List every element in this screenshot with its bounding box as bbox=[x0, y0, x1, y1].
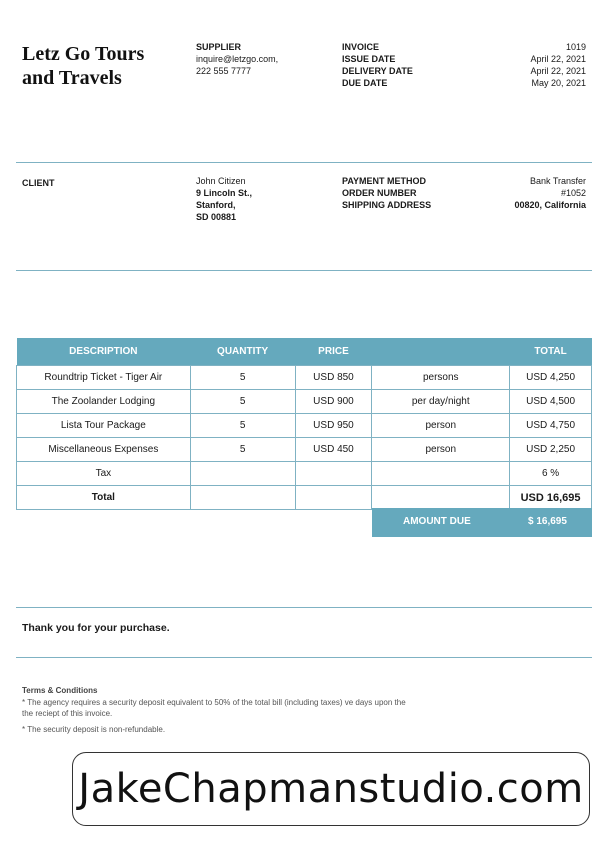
payment-values bbox=[460, 175, 586, 211]
client-city: Stanford, bbox=[196, 200, 236, 210]
shipping-address: 00820, California bbox=[514, 200, 586, 210]
invoice-label: INVOICE bbox=[342, 42, 380, 52]
supplier-email: inquire@letzgo.com, bbox=[196, 54, 279, 64]
terms-block bbox=[22, 685, 406, 735]
invoice-labels bbox=[342, 41, 413, 89]
total-value: USD 16,695 bbox=[510, 486, 592, 510]
supplier-block bbox=[196, 41, 278, 77]
tax-row bbox=[17, 462, 592, 486]
terms-line-2: * The security deposit is non-refundable. bbox=[22, 724, 166, 734]
row-unit: person bbox=[372, 438, 510, 462]
divider-thanks-top bbox=[16, 607, 592, 608]
tax-label: Tax bbox=[17, 462, 191, 486]
client-address bbox=[196, 175, 252, 223]
table-row bbox=[17, 438, 592, 462]
company-name-line1: Letz Go Tours bbox=[22, 43, 145, 65]
col-description: DESCRIPTION bbox=[17, 338, 191, 366]
col-quantity: QUANTITY bbox=[190, 338, 295, 366]
row-price: USD 450 bbox=[295, 438, 372, 462]
row-description: Lista Tour Package bbox=[17, 414, 191, 438]
delivery-date: April 22, 2021 bbox=[530, 66, 586, 76]
divider-thanks-bottom bbox=[16, 657, 592, 658]
table-header-row bbox=[17, 338, 592, 366]
row-total: USD 4,250 bbox=[510, 366, 592, 390]
issue-date-label: ISSUE DATE bbox=[342, 54, 396, 64]
terms-title: Terms & Conditions bbox=[22, 686, 98, 695]
order-number: #1052 bbox=[560, 188, 586, 198]
supplier-label: SUPPLIER bbox=[196, 42, 242, 52]
invoice-values bbox=[480, 41, 586, 89]
client-label: CLIENT bbox=[22, 178, 55, 188]
row-description: Roundtrip Ticket - Tiger Air bbox=[17, 366, 191, 390]
client-street: 9 Lincoln St., bbox=[196, 188, 253, 198]
payment-labels bbox=[342, 175, 431, 211]
terms-line-1a: * The agency requires a security deposit equivalent to 50% of the total bill (including taxes) ve days upon the bbox=[22, 697, 406, 707]
terms-line-1b: the reciept of this invoice. bbox=[22, 709, 113, 718]
col-total: TOTAL bbox=[510, 338, 592, 366]
company-name-line2: and Travels bbox=[22, 67, 122, 89]
row-unit: persons bbox=[372, 366, 510, 390]
total-row bbox=[17, 486, 592, 510]
row-price: USD 950 bbox=[295, 414, 372, 438]
tax-value: 6 % bbox=[510, 462, 592, 486]
company-name bbox=[22, 42, 144, 90]
amount-due-value: $ 16,695 bbox=[528, 516, 567, 527]
col-unit bbox=[372, 338, 510, 366]
issue-date: April 22, 2021 bbox=[530, 54, 586, 64]
divider-top bbox=[16, 162, 592, 163]
client-name: John Citizen bbox=[196, 176, 246, 186]
row-quantity: 5 bbox=[190, 438, 295, 462]
delivery-date-label: DELIVERY DATE bbox=[342, 66, 413, 76]
row-total: USD 2,250 bbox=[510, 438, 592, 462]
table-row bbox=[17, 414, 592, 438]
thank-you-message: Thank you for your purchase. bbox=[22, 622, 170, 634]
items-table bbox=[16, 338, 592, 510]
amount-due-box bbox=[372, 508, 592, 537]
row-total: USD 4,500 bbox=[510, 390, 592, 414]
payment-method-label: PAYMENT METHOD bbox=[342, 176, 427, 186]
payment-method: Bank Transfer bbox=[529, 176, 586, 186]
col-price: PRICE bbox=[295, 338, 372, 366]
row-price: USD 850 bbox=[295, 366, 372, 390]
due-date: May 20, 2021 bbox=[531, 78, 586, 88]
table-row bbox=[17, 366, 592, 390]
total-label: Total bbox=[17, 486, 191, 510]
watermark-banner: JakeChapmanstudio.com bbox=[72, 752, 590, 826]
due-date-label: DUE DATE bbox=[342, 78, 388, 88]
row-total: USD 4,750 bbox=[510, 414, 592, 438]
shipping-address-label: SHIPPING ADDRESS bbox=[342, 200, 432, 210]
row-description: Miscellaneous Expenses bbox=[17, 438, 191, 462]
order-number-label: ORDER NUMBER bbox=[342, 188, 417, 198]
supplier-phone: 222 555 7777 bbox=[196, 66, 252, 76]
row-price: USD 900 bbox=[295, 390, 372, 414]
row-quantity: 5 bbox=[190, 390, 295, 414]
row-quantity: 5 bbox=[190, 366, 295, 390]
row-unit: per day/night bbox=[372, 390, 510, 414]
row-quantity: 5 bbox=[190, 414, 295, 438]
table-row bbox=[17, 390, 592, 414]
client-zip: SD 00881 bbox=[196, 212, 237, 222]
divider-client bbox=[16, 270, 592, 271]
amount-due-label: AMOUNT DUE bbox=[403, 516, 471, 527]
row-unit: person bbox=[372, 414, 510, 438]
invoice-number: 1019 bbox=[565, 42, 586, 52]
row-description: The Zoolander Lodging bbox=[17, 390, 191, 414]
